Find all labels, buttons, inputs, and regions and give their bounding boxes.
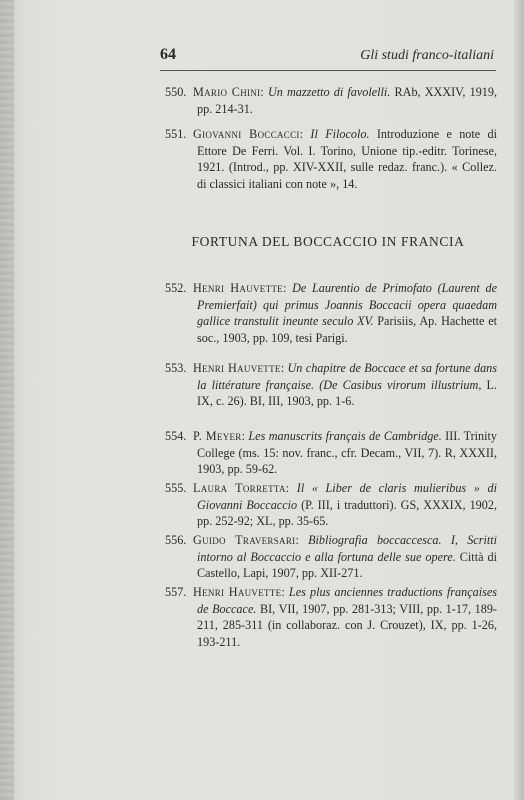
header-rule — [160, 70, 496, 71]
entry-author: Mario Chini — [193, 85, 261, 99]
entry-author: Laura Torretta — [193, 481, 286, 495]
entry-author: Guido Traversari — [193, 533, 296, 547]
section-heading: FORTUNA DEL BOCCACCIO IN FRANCIA — [191, 234, 465, 249]
entry-title: Un chapitre de Boccace et sa fortune dans la littérature française. (De Casibus virorum illustrium, — [197, 361, 497, 392]
bibliography-entry-557 — [165, 584, 497, 650]
running-title: Gli studi franco-italiani — [360, 48, 494, 63]
bibliography-entry-555 — [165, 480, 497, 530]
entry-details: III. Trinity College (ms. 15: nov. franc., cfr. Decam., VII, 7). R, XXXII, 1903, pp. 59-62. — [197, 429, 497, 477]
bibliography-entry-553 — [165, 360, 497, 410]
entry-separator: : — [282, 281, 293, 295]
entry-details: Introduzione e note di Ettore De Ferri. Vol. I. Torino, Unione tip.-editr. Torinese, 1921. (Introd., pp. XIV-XXII, sulle redaz. franc.). « Collez. di classici italiani con note », 14. — [197, 127, 497, 191]
entry-author: P. Meyer — [193, 429, 242, 443]
entry-details: RAb, XXXIV, 1919, pp. 214-31. — [197, 85, 498, 116]
entry-details: Parisiis, Ap. Hachette et soc., 1903, pp. 109, tesi Parigi. — [197, 314, 498, 345]
entry-title: Les manuscrits français de Cambridge. — [248, 429, 442, 443]
entry-separator: : — [295, 533, 309, 547]
entry-title: Il Filocolo. — [310, 127, 370, 141]
entry-title: De Laurentio de Primofato (Laurent de Premierfait) qui primus Joannis Boccacii opera quaedam gallice transtulit ineunte seculo XV. — [197, 281, 497, 329]
entry-number: 555. — [165, 481, 187, 495]
page-number: 64 — [160, 46, 176, 63]
entry-author: Henri Hauvette — [193, 585, 282, 599]
bibliography-entry-556 — [165, 532, 497, 582]
entry-author: Henri Hauvette — [193, 361, 281, 375]
bibliography-entry-550 — [165, 84, 497, 117]
page-right-edge — [514, 0, 524, 800]
entry-number: 556. — [165, 533, 187, 547]
entry-number: 554. — [165, 429, 187, 443]
entry-title: Les plus anciennes traductions françaises de Boccace. — [197, 585, 497, 616]
entry-separator: : — [281, 585, 289, 599]
entry-number: 551. — [165, 127, 187, 141]
bibliography-entry-551 — [165, 126, 497, 192]
bibliography-entry-554 — [165, 428, 497, 478]
page-header — [160, 46, 496, 64]
entry-separator: : — [280, 361, 288, 375]
entry-details: BI, VII, 1907, pp. 281-313; VIII, pp. 1-17, 189-211, 285-311 (in collaboraz. con J. Crouzet), IX, pp. 1-26, 193-211. — [197, 601, 497, 649]
entry-title: Un mazzetto di favolelli. — [267, 85, 391, 99]
entry-details: Città di Castello, Lapi, 1907, pp. XII-271. — [197, 549, 497, 581]
entry-author: Giovanni Boccacci — [193, 127, 300, 141]
entry-number: 553. — [165, 361, 187, 375]
bibliography-entry-552 — [165, 280, 497, 346]
entry-number: 550. — [165, 85, 187, 99]
entry-title: Il « Liber de claris mulieribus » di Giovanni Boccaccio — [197, 481, 497, 512]
entry-number: 557. — [165, 585, 187, 599]
entry-author: Henri Hauvette — [193, 281, 283, 295]
entry-separator: : — [260, 85, 268, 99]
page-binding-edge — [0, 0, 14, 800]
entry-details: L. IX, c. 26). BI, III, 1903, pp. 1-6. — [197, 377, 497, 409]
entry-separator: : — [299, 127, 311, 141]
entry-number: 552. — [165, 281, 187, 295]
entry-details: (P. III, i traduttori). GS, XXXIX, 1902, pp. 252-92; XL, pp. 35-65. — [197, 497, 497, 529]
entry-separator: : — [285, 481, 297, 495]
entry-separator: : — [241, 429, 249, 443]
entry-title: Bibliografia boccaccesca. I, Scritti intorno al Boccaccio e alla fortuna delle sue opere. — [197, 533, 497, 564]
